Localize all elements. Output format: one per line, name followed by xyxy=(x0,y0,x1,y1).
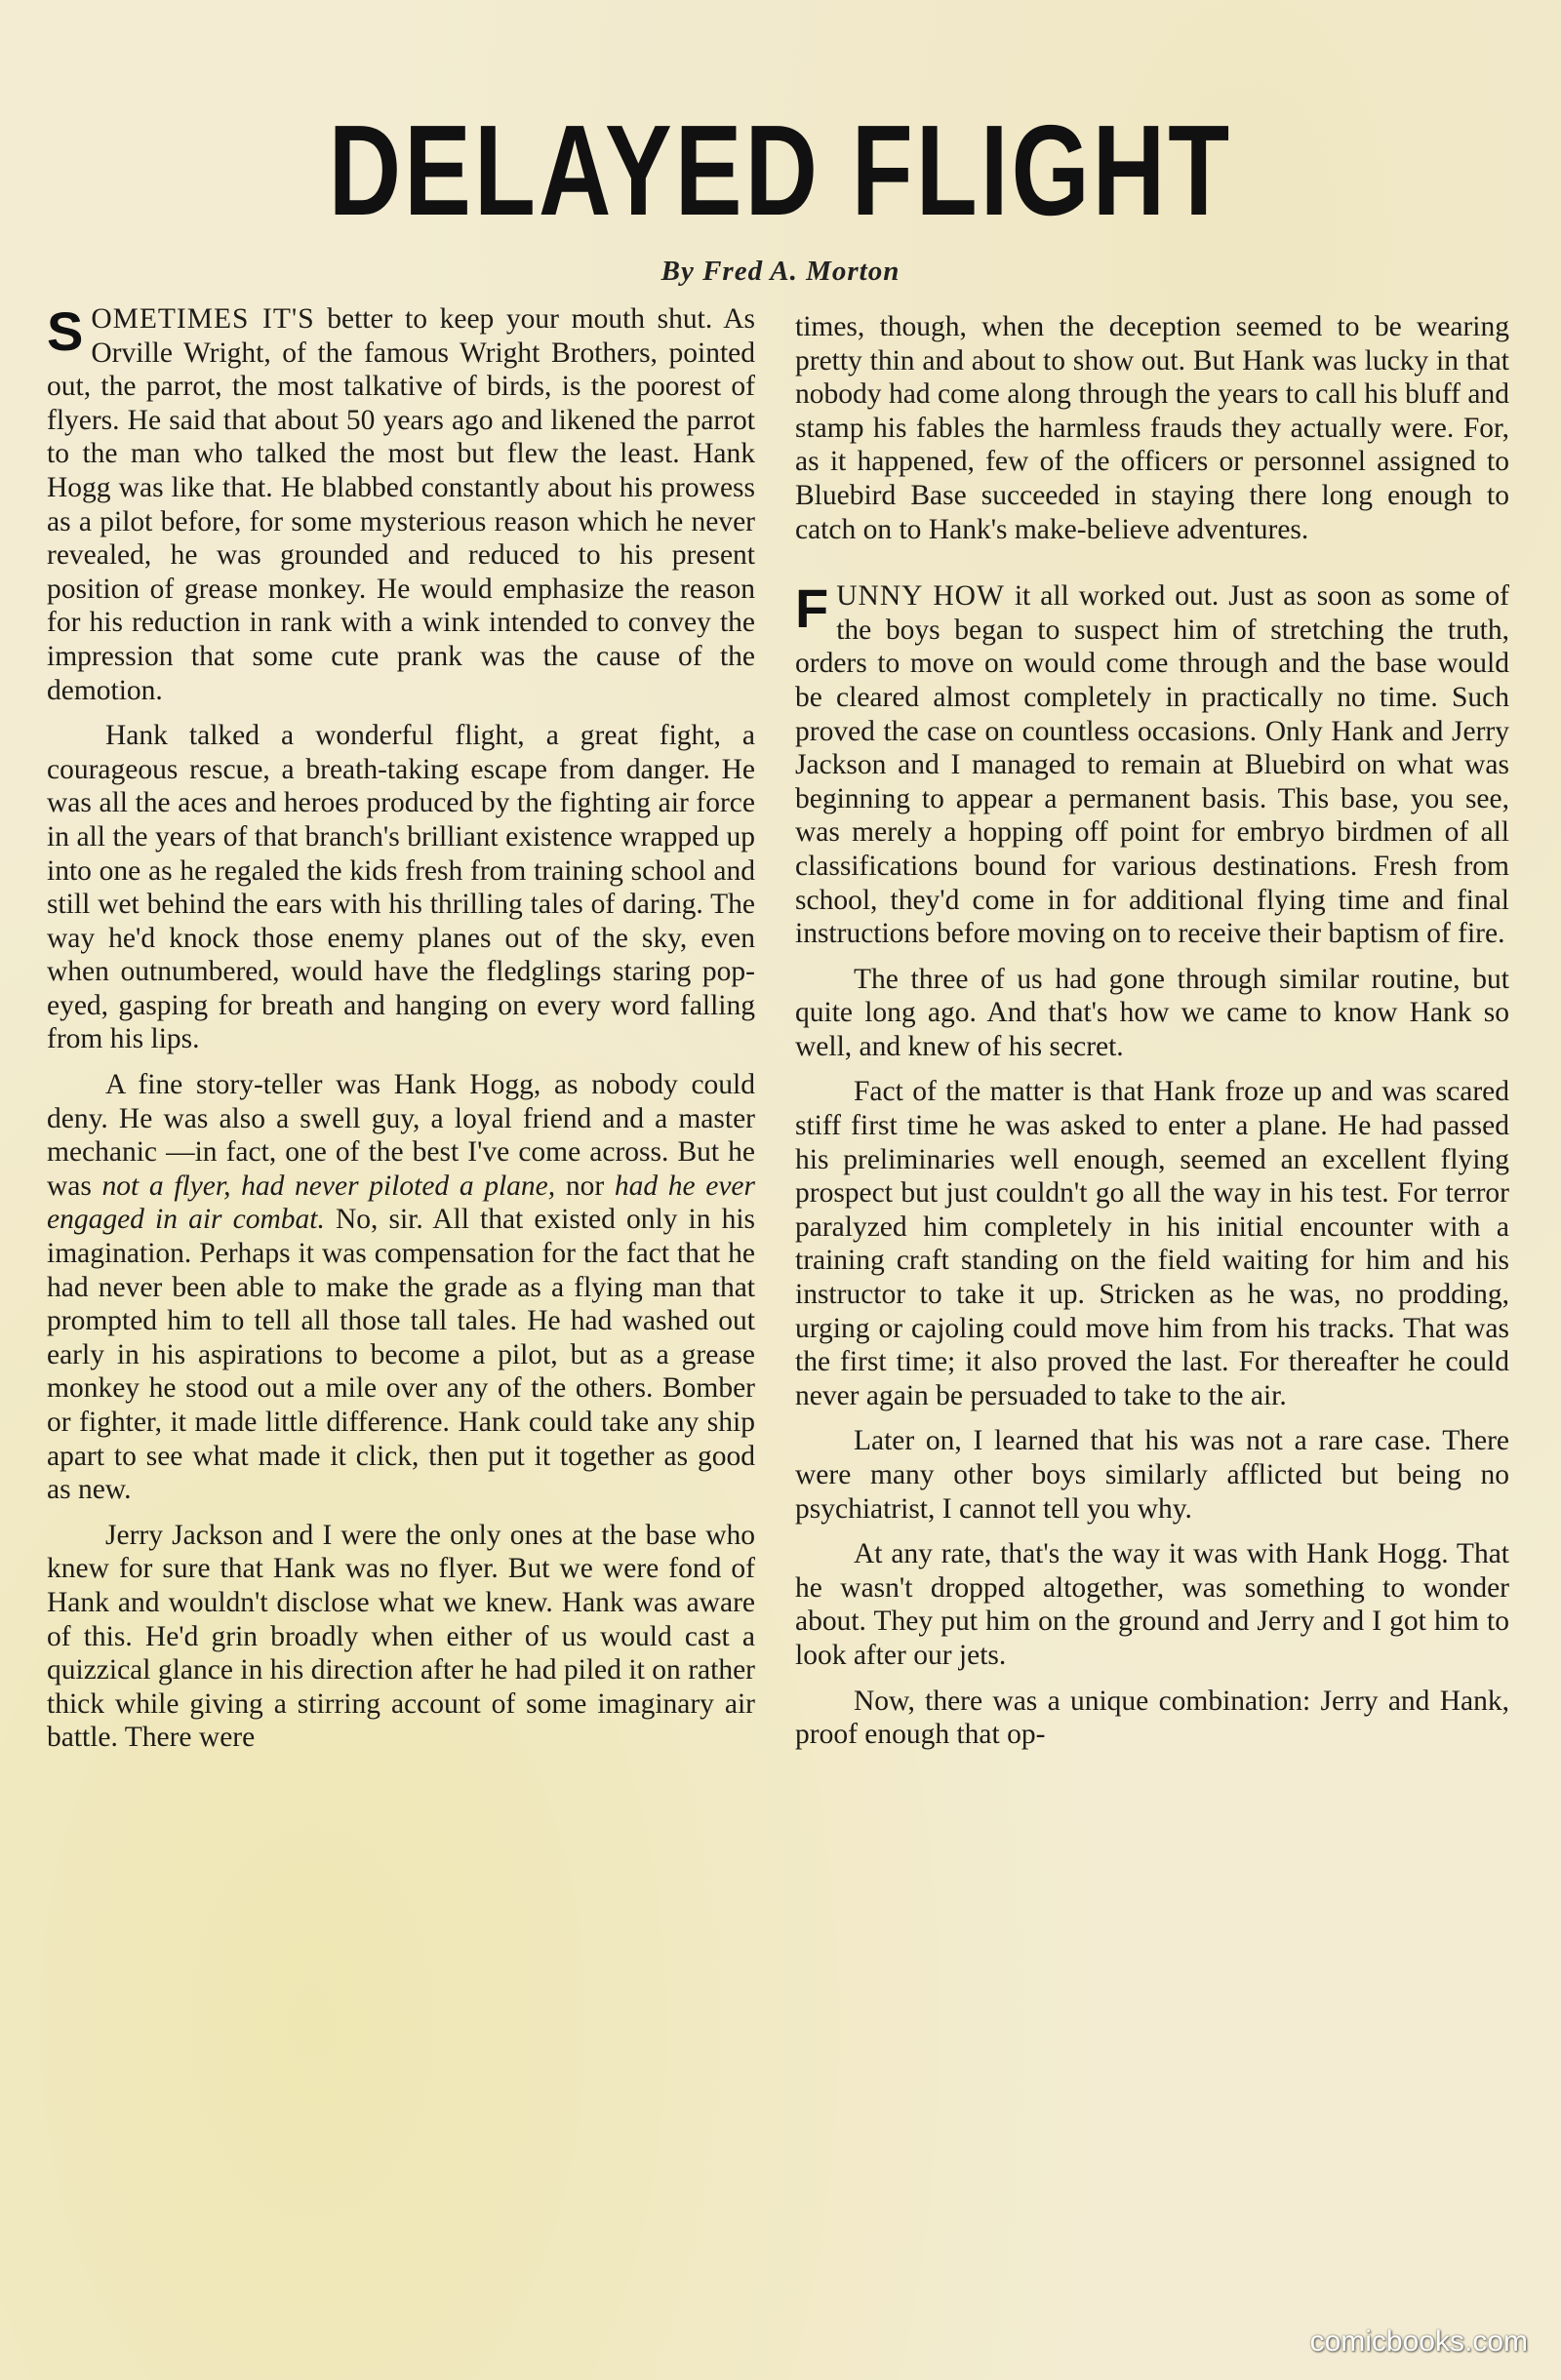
right-paragraph-3 xyxy=(795,963,1509,1064)
right-paragraph-6 xyxy=(795,1537,1509,1672)
left-paragraph-3 xyxy=(47,1068,755,1507)
drop-cap: F xyxy=(795,577,829,640)
story-byline: By Fred A. Morton xyxy=(660,256,901,287)
paragraph-text: better to keep your mouth shut. As Orville Wright, of the famous Wright Brothers, pointed out, the parrot, the most talkative of birds, is the poorest of flyers. He said that about 50 years ago and likened the parrot to the man who talked the most but flew the least. Hank Hogg was like that. He blabbed constantly about his prowess as a pilot before, for some mysterious reason which he never revealed, he was grounded and reduced to his present position of grease monkey. He would emphasize the reason for his reduction in rank with a wink intended to convey the impression that some cute prank was the cause of the demotion. xyxy=(47,303,755,706)
paragraph-text: times, though, when the deception seemed to be wearing pretty thin and about to show out. But Hank was lucky in that nobody had come along through the years to call his bluff and stamp his fables the harmless frauds they actually were. For, as it happened, few of the officers or personnel assigned to Bluebird Base succeeded in staying there long enough to catch on to Hank's make-believe adventures. xyxy=(795,311,1509,545)
paragraph-text: Later on, I learned that his was not a rare case. There were many other boys similarly afflicted but being no psychiatrist, I cannot tell you why. xyxy=(795,1425,1509,1525)
italic-emphasis: not a flyer, had never piloted a plane, xyxy=(101,1170,556,1202)
right-paragraph-5 xyxy=(795,1424,1509,1526)
left-paragraph-1 xyxy=(47,302,755,707)
site-watermark: comicbooks.com xyxy=(1309,2325,1528,2358)
left-paragraph-2 xyxy=(47,719,755,1056)
right-paragraph-2 xyxy=(795,579,1509,951)
drop-cap: S xyxy=(47,300,84,362)
paragraph-lead-in: OMETIMES IT'S xyxy=(91,303,315,335)
right-paragraph-7 xyxy=(795,1685,1509,1752)
paragraph-text: The three of us had gone through similar routine, but quite long ago. And that's how we came to know Hank so well, and knew of his secret. xyxy=(795,963,1509,1062)
story-title: DELAYED FLIGHT xyxy=(328,99,1233,242)
right-column xyxy=(795,310,1509,1752)
paragraph-text: Jerry Jackson and I were the only ones at the base who knew for sure that Hank was no flyer. But we were fond of Hank and wouldn't disclose what we knew. Hank was aware of this. He'd grin broadly when either of us would cast a quizzical glance in his direction after he had piled it on rather thick while giving a stirring account of some imaginary air battle. There were xyxy=(47,1519,755,1754)
paragraph-text: A fine story-teller was Hank Hogg, as nobody could deny. He was also a swell guy, a loyal friend and a master mechanic —in fact, one of the best I've come across. But he was xyxy=(47,1069,755,1202)
paragraph-lead-in: UNNY HOW xyxy=(836,580,1005,613)
right-paragraph-4 xyxy=(795,1075,1509,1412)
paragraph-text: Fact of the matter is that Hank froze up and was scared stiff first time he was asked to enter a plane. He had passed his preliminaries well enough, seemed an excellent flying prospect but just couldn't go all the way in his test. For terror paralyzed him completely in his initial encounter with a training craft standing on the field waiting for him and his instructor to take it up. Stricken as he was, no prodding, urging or cajoling could move him from his tracks. That was the first time; it also proved the last. For thereafter he could never again be persuaded to take to the air. xyxy=(795,1076,1509,1411)
paragraph-text: it all worked out. Just as soon as some of the boys began to suspect him of stretching the truth, orders to move on would come through and the base would be cleared almost completely in practically no time. Such proved the case on countless occasions. Only Hank and Jerry Jackson and I managed to remain at Bluebird on what was beginning to appear a permanent basis. This base, you see, was merely a hopping off point for embryo birdmen of all classifications bound for various destinations. Fresh from school, they'd come in for additional flying time and final instructions before moving on to receive their baptism of fire. xyxy=(795,580,1509,950)
italic-emphasis: had he ever engaged in air combat. xyxy=(47,1170,755,1236)
paragraph-text: Hank talked a wonderful flight, a great fight, a courageous rescue, a breath-taking escape from danger. He was all the aces and heroes produced by the fighting air force in all the years of that branch's brilliant existence wrapped up into one as he regaled the kids fresh from training school and still wet behind the ears with his thrilling tales of daring. The way he'd knock those enemy planes out of the sky, even when outnumbered, would have the fledglings staring pop-eyed, gasping for breath and hanging on every word falling from his lips. xyxy=(47,720,755,1055)
paragraph-text: nor xyxy=(555,1170,615,1202)
paragraph-text: At any rate, that's the way it was with Hank Hogg. That he wasn't dropped altogether, was something to wonder about. They put him on the ground and Jerry and I got him to look after our jets. xyxy=(795,1538,1509,1671)
paragraph-text: No, sir. All that existed only in his imagination. Perhaps it was compensation for the fact that he had never been able to make the grade as a flying man that prompted him to tell all those tall tales. He had washed out early in his aspirations to become a pilot, but as a grease monkey he stood out a mile over any of the others. Bomber or fighter, it made little difference. Hank could take any ship apart to see what made it click, then put it together as good as new. xyxy=(47,1204,756,1506)
left-paragraph-4 xyxy=(47,1519,755,1755)
left-column xyxy=(47,302,755,1755)
paragraph-text: Now, there was a unique combination: Jerry and Hank, proof enough that op- xyxy=(795,1685,1509,1751)
right-paragraph-1 xyxy=(795,310,1509,546)
